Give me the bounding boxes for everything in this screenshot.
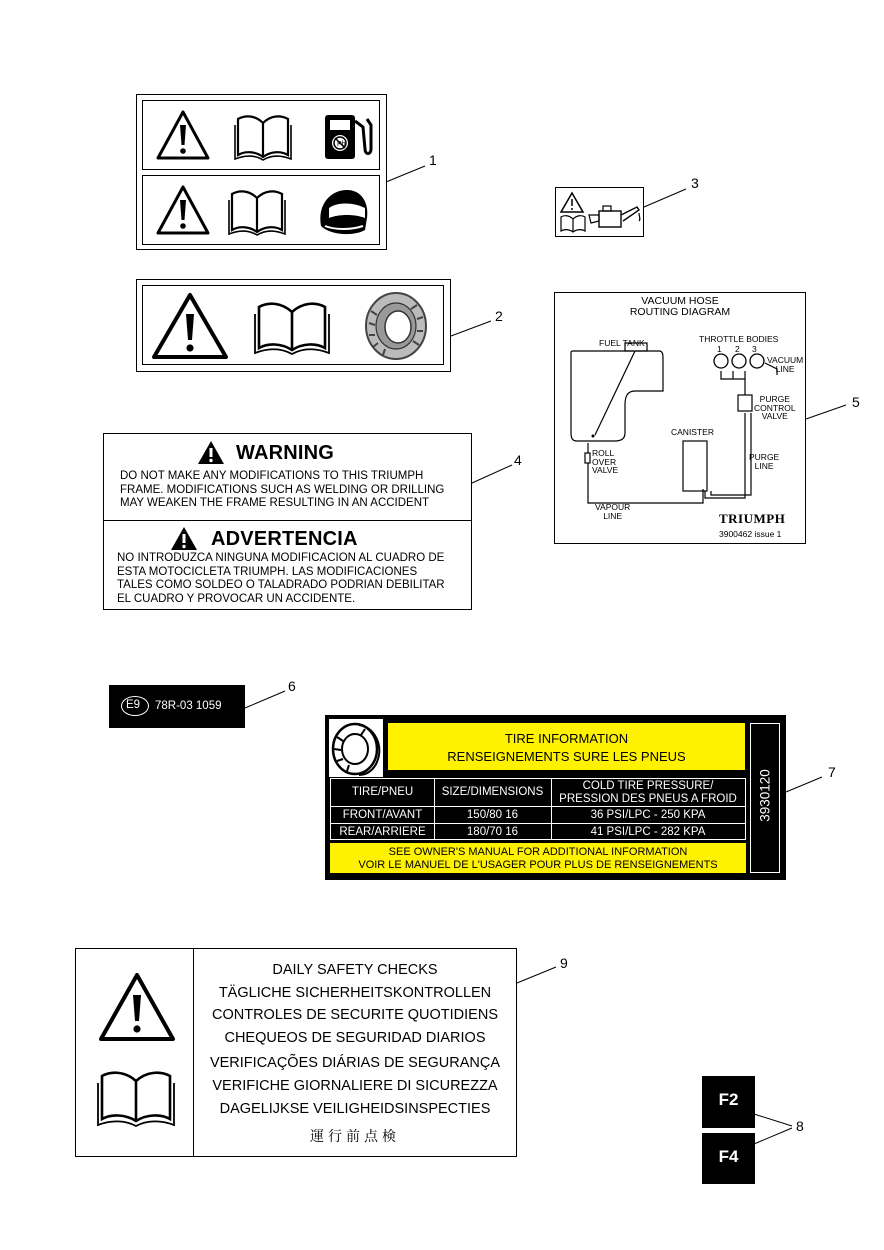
daily-line-it: VERIFICHE GIORNALIERE DI SICUREZZA	[212, 1078, 498, 1094]
warning-line: TALES COMO SOLDEO O TALADRADO PODRIAN DEBILITAR	[117, 579, 445, 591]
tire-footer: SEE OWNER'S MANUAL FOR ADDITIONAL INFORMATION	[388, 846, 688, 858]
daily-line-nl: DAGELIJKSE VEILIGHEIDSINSPECTIES	[219, 1101, 491, 1117]
tire-size-rear: 180/70 16	[466, 826, 519, 838]
tire-title-fr: RENSEIGNEMENTS SURE LES PNEUS	[447, 749, 686, 764]
roll-over-valve-label	[592, 449, 618, 475]
daily-line-es: CHEQUEOS DE SEGURIDAD DIARIOS	[224, 1030, 486, 1046]
vacuum-part-number: 3900462 issue 1	[719, 529, 782, 539]
warning-triangle-icon	[155, 109, 211, 161]
tire-pressure-front: 36 PSI/LPC - 250 KPA	[590, 809, 706, 821]
tire-table	[330, 778, 746, 840]
purge-line-label	[749, 453, 779, 471]
throttle-body-number: 3	[752, 344, 757, 354]
label-line: VAPOUR	[595, 502, 631, 512]
callout-6: 6	[288, 678, 296, 694]
callout-9: 9	[560, 955, 568, 971]
warning-line: EL CUADRO Y PROVOCAR UN ACCIDENTE.	[117, 592, 356, 605]
throttle-body-number: 1	[717, 344, 722, 354]
tire-icon	[363, 291, 429, 361]
callout-4: 4	[514, 452, 522, 468]
triumph-logo: TRIUMPH	[719, 511, 786, 526]
warning-line: DO NOT MAKE ANY MODIFICATIONS TO THIS TRIUMPH	[120, 470, 424, 482]
gear-label-text: F4	[718, 1147, 739, 1166]
callout-1: 1	[429, 152, 437, 168]
callout-2: 2	[495, 308, 503, 324]
fuel-pump-icon	[321, 109, 379, 163]
callout-3: 3	[691, 175, 699, 191]
tire-title: TIRE INFORMATION	[504, 731, 629, 746]
callout-8: 8	[796, 1118, 804, 1134]
label-line: PURGE	[759, 394, 790, 404]
daily-line-fr: CONTROLES DE SECURITE QUOTIDIENS	[211, 1007, 498, 1023]
warning-line: ESTA MOTOCICLETA TRIUMPH. LAS MODIFICACIONES	[117, 565, 418, 578]
vacuum-title-line: ROUTING DIAGRAM	[629, 306, 731, 318]
warning-triangle-icon	[561, 193, 583, 212]
helmet-icon	[315, 186, 371, 238]
label-line: PURGE	[749, 452, 780, 462]
tire-footer-band	[330, 843, 746, 873]
vacuum-line-label	[767, 356, 803, 374]
gear-label-text: F2	[718, 1090, 739, 1109]
svg-text:Pb: Pb	[337, 141, 346, 148]
daily-line-pt: VERIFICAÇÕES DIÁRIAS DE SEGURANÇA	[209, 1055, 501, 1071]
canister-label: CANISTER	[671, 427, 714, 437]
oil-warning-icons	[559, 191, 641, 233]
gear-label-f4	[702, 1133, 755, 1184]
warning-line: NO INTRODUZCA NINGUNA MODIFICACION AL CUADRO DE	[117, 552, 445, 564]
vacuum-title-line: VACUUM HOSE	[641, 295, 719, 307]
row-divider	[331, 806, 745, 807]
label-line: ROLL	[592, 448, 615, 458]
warning-triangle-icon	[170, 526, 198, 551]
manual-book-icon	[233, 111, 293, 161]
tire-row-rear: REAR/ARRIERE	[339, 826, 426, 838]
warning-line: FRAME. MODIFICATIONS SUCH AS WELDING OR DRILLING	[120, 483, 445, 496]
daily-line-ja: 運行前点検	[310, 1128, 400, 1144]
fuel-tank-outline	[571, 351, 663, 441]
callout-7: 7	[828, 764, 836, 780]
daily-checks-text	[194, 949, 516, 1156]
manual-book-icon	[96, 1067, 176, 1129]
warning-triangle-icon	[151, 292, 229, 360]
pictogram-label-2	[136, 279, 451, 372]
daily-line-en: DAILY SAFETY CHECKS	[272, 962, 438, 978]
tire-header-size: SIZE/DIMENSIONS	[441, 786, 544, 798]
label-line: LINE	[603, 511, 623, 521]
header-line: PRESSION DES PNEUS A FROID	[559, 793, 737, 805]
fuel-tank-label: FUEL TANK	[599, 338, 645, 348]
vapour-line-label	[595, 503, 630, 521]
pictogram-row-fuel	[142, 100, 380, 170]
tire-header-pressure	[551, 780, 745, 806]
warning-triangle-icon	[197, 440, 225, 465]
label-line: VALVE	[761, 411, 788, 421]
row-divider	[331, 823, 745, 824]
oil-label	[555, 187, 644, 237]
gear-label-f2	[702, 1076, 755, 1128]
label-line: CONTROL	[754, 402, 796, 413]
approval-number: 78R-03 1059	[155, 700, 222, 712]
tire-icon	[329, 719, 383, 777]
tire-header-tire: TIRE/PNEU	[351, 786, 414, 798]
tire-title-band	[388, 723, 745, 770]
tire-footer-fr: VOIR LE MANUEL DE L'USAGER POUR PLUS DE RENSEIGNEMENTS	[358, 859, 718, 871]
pictogram-label-1	[136, 94, 387, 250]
pictogram-row-tire	[142, 285, 444, 365]
warning-text-es	[117, 552, 445, 606]
manual-book-icon	[253, 298, 331, 356]
throttle-body-number: 2	[735, 344, 740, 354]
warning-triangle-icon	[98, 971, 176, 1043]
daily-safety-label	[75, 948, 517, 1157]
manual-book-icon	[561, 216, 585, 232]
tire-pressure-rear: 41 PSI/LPC - 282 KPA	[590, 826, 706, 838]
warning-title: WARNING	[236, 442, 335, 464]
e-mark: E9	[126, 699, 141, 711]
label-line: LINE	[754, 461, 774, 471]
label-line: VALVE	[592, 465, 619, 475]
warning-line: MAY WEAKEN THE FRAME RESULTING IN AN ACCIDENT	[120, 497, 430, 509]
purge-control-valve-label	[754, 395, 796, 421]
label-line: LINE	[775, 364, 795, 374]
side-number: 3930120	[757, 769, 773, 822]
side-number-box	[750, 723, 780, 873]
tire-row-front: FRONT/AVANT	[342, 809, 423, 821]
daily-line-de: TÄGLICHE SICHERHEITSKONTROLLEN	[218, 985, 492, 1001]
divider	[104, 520, 471, 521]
approval-label	[109, 685, 245, 728]
tire-information-label	[325, 715, 786, 880]
vacuum-hose-label	[554, 292, 806, 544]
warning-triangle-icon	[155, 184, 211, 236]
warning-label	[103, 433, 472, 610]
header-line: COLD TIRE PRESSURE/	[582, 780, 714, 792]
throttle-bodies-label: THROTTLE BODIES	[699, 334, 779, 344]
callout-5: 5	[852, 394, 860, 410]
pictogram-row-helmet	[142, 175, 380, 245]
tire-size-front: 150/80 16	[466, 809, 519, 821]
label-line: VACUUM	[767, 355, 804, 365]
oil-can-icon	[589, 206, 640, 227]
manual-book-icon	[227, 186, 287, 236]
warning-text-en	[120, 470, 444, 511]
advertencia-title: ADVERTENCIA	[211, 528, 358, 550]
label-line: OVER	[592, 456, 617, 467]
